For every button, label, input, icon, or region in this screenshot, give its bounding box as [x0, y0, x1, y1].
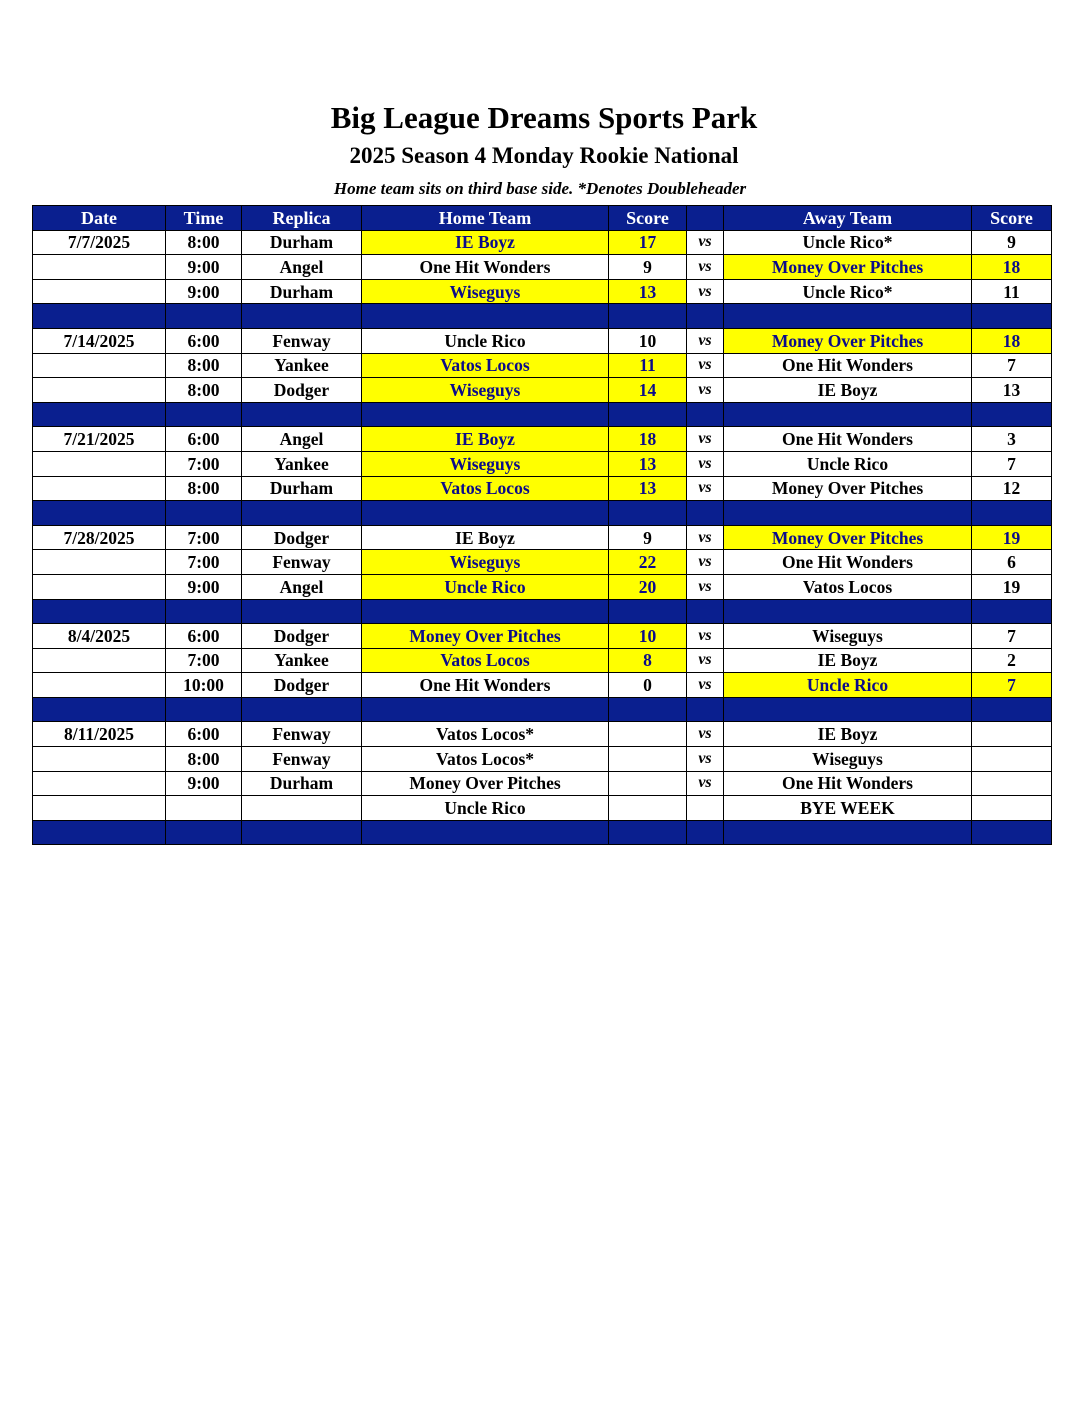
- home-team-cell: Money Over Pitches: [362, 771, 609, 796]
- date-cell: [33, 747, 166, 772]
- separator-cell: [724, 820, 972, 845]
- home-score-cell: 13: [609, 279, 687, 304]
- time-cell: 8:00: [166, 747, 242, 772]
- game-row: [33, 796, 1052, 821]
- away-score-cell: 6: [972, 550, 1052, 575]
- vs-cell: vs: [687, 255, 724, 280]
- away-score-cell: 7: [972, 673, 1052, 698]
- away-score-cell: 18: [972, 255, 1052, 280]
- separator-cell: [33, 304, 166, 329]
- col-header-vs: [687, 206, 724, 231]
- date-cell: 7/21/2025: [33, 427, 166, 452]
- home-score-cell: 8: [609, 648, 687, 673]
- time-cell: 6:00: [166, 624, 242, 649]
- home-score-cell: 9: [609, 255, 687, 280]
- separator-cell: [609, 402, 687, 427]
- vs-cell: vs: [687, 771, 724, 796]
- separator-cell: [242, 304, 362, 329]
- week-separator-row: [33, 501, 1052, 526]
- separator-cell: [242, 402, 362, 427]
- time-cell: 6:00: [166, 427, 242, 452]
- away-score-cell: 7: [972, 451, 1052, 476]
- col-header-home-score: Score: [609, 206, 687, 231]
- separator-cell: [687, 697, 724, 722]
- home-team-cell: Wiseguys: [362, 279, 609, 304]
- separator-cell: [166, 697, 242, 722]
- separator-cell: [609, 304, 687, 329]
- col-header-away-score: Score: [972, 206, 1052, 231]
- game-row: [33, 525, 1052, 550]
- away-team-cell: One Hit Wonders: [724, 771, 972, 796]
- vs-cell: vs: [687, 427, 724, 452]
- away-score-cell: 2: [972, 648, 1052, 673]
- vs-cell: vs: [687, 648, 724, 673]
- home-score-cell: [609, 722, 687, 747]
- separator-cell: [166, 402, 242, 427]
- page-title: Big League Dreams Sports Park: [330, 100, 758, 135]
- date-cell: 8/11/2025: [33, 722, 166, 747]
- schedule-note: Home team sits on third base side. *Denotes Doubleheader: [333, 179, 747, 198]
- away-score-cell: [972, 747, 1052, 772]
- replica-cell: Durham: [242, 476, 362, 501]
- vs-cell: vs: [687, 747, 724, 772]
- home-score-cell: [609, 771, 687, 796]
- away-team-cell: Uncle Rico*: [724, 230, 972, 255]
- away-score-cell: 18: [972, 328, 1052, 353]
- separator-cell: [609, 501, 687, 526]
- separator-cell: [972, 402, 1052, 427]
- replica-cell: Durham: [242, 771, 362, 796]
- col-header-away-team: Away Team: [724, 206, 972, 231]
- home-score-cell: 22: [609, 550, 687, 575]
- game-row: [33, 550, 1052, 575]
- separator-cell: [362, 501, 609, 526]
- replica-cell: Yankee: [242, 353, 362, 378]
- separator-cell: [362, 820, 609, 845]
- home-team-cell: IE Boyz: [362, 230, 609, 255]
- home-score-cell: 13: [609, 451, 687, 476]
- separator-cell: [724, 402, 972, 427]
- separator-cell: [166, 501, 242, 526]
- home-team-cell: Wiseguys: [362, 378, 609, 403]
- separator-cell: [362, 697, 609, 722]
- col-header-date: Date: [33, 206, 166, 231]
- separator-cell: [362, 599, 609, 624]
- away-score-cell: 13: [972, 378, 1052, 403]
- time-cell: 9:00: [166, 771, 242, 796]
- time-cell: [166, 796, 242, 821]
- away-score-cell: [972, 771, 1052, 796]
- time-cell: 8:00: [166, 476, 242, 501]
- replica-cell: Dodger: [242, 378, 362, 403]
- away-score-cell: [972, 796, 1052, 821]
- date-cell: [33, 476, 166, 501]
- date-cell: [33, 648, 166, 673]
- time-cell: 7:00: [166, 525, 242, 550]
- replica-cell: Angel: [242, 255, 362, 280]
- replica-cell: Dodger: [242, 624, 362, 649]
- separator-cell: [687, 402, 724, 427]
- schedule-table: [32, 205, 1052, 845]
- date-cell: [33, 550, 166, 575]
- separator-cell: [166, 599, 242, 624]
- separator-cell: [33, 599, 166, 624]
- away-team-cell: Money Over Pitches: [724, 525, 972, 550]
- date-cell: [33, 378, 166, 403]
- vs-cell: vs: [687, 328, 724, 353]
- replica-cell: Fenway: [242, 722, 362, 747]
- home-score-cell: 13: [609, 476, 687, 501]
- date-cell: 8/4/2025: [33, 624, 166, 649]
- vs-cell: vs: [687, 378, 724, 403]
- home-score-cell: 18: [609, 427, 687, 452]
- separator-cell: [242, 599, 362, 624]
- time-cell: 6:00: [166, 722, 242, 747]
- game-row: [33, 328, 1052, 353]
- game-row: [33, 378, 1052, 403]
- away-team-cell: Wiseguys: [724, 747, 972, 772]
- week-separator-row: [33, 304, 1052, 329]
- date-cell: [33, 771, 166, 796]
- game-row: [33, 771, 1052, 796]
- away-team-cell: One Hit Wonders: [724, 353, 972, 378]
- separator-cell: [724, 697, 972, 722]
- home-team-cell: One Hit Wonders: [362, 255, 609, 280]
- separator-cell: [242, 501, 362, 526]
- home-team-cell: Vatos Locos*: [362, 722, 609, 747]
- game-row: [33, 279, 1052, 304]
- vs-cell: vs: [687, 722, 724, 747]
- separator-cell: [972, 304, 1052, 329]
- vs-cell: [687, 796, 724, 821]
- replica-cell: Dodger: [242, 673, 362, 698]
- date-cell: [33, 353, 166, 378]
- separator-cell: [242, 697, 362, 722]
- game-row: [33, 624, 1052, 649]
- replica-cell: Fenway: [242, 550, 362, 575]
- game-row: [33, 230, 1052, 255]
- time-cell: 9:00: [166, 279, 242, 304]
- week-separator-row: [33, 599, 1052, 624]
- away-team-cell: IE Boyz: [724, 722, 972, 747]
- away-score-cell: 9: [972, 230, 1052, 255]
- away-team-cell: Money Over Pitches: [724, 328, 972, 353]
- home-score-cell: [609, 747, 687, 772]
- away-score-cell: 11: [972, 279, 1052, 304]
- time-cell: 9:00: [166, 255, 242, 280]
- away-team-cell: One Hit Wonders: [724, 427, 972, 452]
- vs-cell: vs: [687, 673, 724, 698]
- away-score-cell: 3: [972, 427, 1052, 452]
- separator-cell: [972, 599, 1052, 624]
- time-cell: 10:00: [166, 673, 242, 698]
- away-team-cell: BYE WEEK: [724, 796, 972, 821]
- away-score-cell: [972, 722, 1052, 747]
- date-cell: 7/28/2025: [33, 525, 166, 550]
- game-row: [33, 673, 1052, 698]
- separator-cell: [166, 304, 242, 329]
- home-team-cell: Wiseguys: [362, 451, 609, 476]
- date-cell: [33, 673, 166, 698]
- game-row: [33, 747, 1052, 772]
- home-team-cell: Wiseguys: [362, 550, 609, 575]
- home-team-cell: IE Boyz: [362, 525, 609, 550]
- away-score-cell: 7: [972, 353, 1052, 378]
- replica-cell: Fenway: [242, 747, 362, 772]
- separator-cell: [166, 820, 242, 845]
- home-team-cell: Uncle Rico: [362, 574, 609, 599]
- away-team-cell: IE Boyz: [724, 378, 972, 403]
- away-score-cell: 7: [972, 624, 1052, 649]
- home-score-cell: [609, 796, 687, 821]
- col-header-home-team: Home Team: [362, 206, 609, 231]
- home-score-cell: 20: [609, 574, 687, 599]
- schedule-body: [33, 230, 1052, 845]
- separator-cell: [972, 820, 1052, 845]
- vs-cell: vs: [687, 525, 724, 550]
- game-row: [33, 476, 1052, 501]
- home-score-cell: 11: [609, 353, 687, 378]
- replica-cell: Fenway: [242, 328, 362, 353]
- separator-cell: [687, 304, 724, 329]
- vs-cell: vs: [687, 353, 724, 378]
- replica-cell: Angel: [242, 574, 362, 599]
- separator-cell: [33, 402, 166, 427]
- home-team-cell: Money Over Pitches: [362, 624, 609, 649]
- separator-cell: [687, 820, 724, 845]
- vs-cell: vs: [687, 451, 724, 476]
- separator-cell: [362, 304, 609, 329]
- replica-cell: Yankee: [242, 648, 362, 673]
- col-header-replica: Replica: [242, 206, 362, 231]
- vs-cell: vs: [687, 574, 724, 599]
- separator-cell: [972, 501, 1052, 526]
- col-header-time: Time: [166, 206, 242, 231]
- game-row: [33, 353, 1052, 378]
- date-cell: [33, 796, 166, 821]
- separator-cell: [609, 697, 687, 722]
- game-row: [33, 255, 1052, 280]
- separator-cell: [362, 402, 609, 427]
- home-team-cell: Vatos Locos: [362, 476, 609, 501]
- game-row: [33, 427, 1052, 452]
- date-cell: 7/7/2025: [33, 230, 166, 255]
- home-team-cell: One Hit Wonders: [362, 673, 609, 698]
- separator-cell: [242, 820, 362, 845]
- replica-cell: Yankee: [242, 451, 362, 476]
- vs-cell: vs: [687, 624, 724, 649]
- date-cell: [33, 279, 166, 304]
- home-score-cell: 17: [609, 230, 687, 255]
- away-team-cell: Uncle Rico*: [724, 279, 972, 304]
- time-cell: 8:00: [166, 353, 242, 378]
- away-team-cell: Money Over Pitches: [724, 476, 972, 501]
- separator-cell: [33, 820, 166, 845]
- replica-cell: Dodger: [242, 525, 362, 550]
- separator-cell: [972, 697, 1052, 722]
- home-score-cell: 10: [609, 328, 687, 353]
- time-cell: 9:00: [166, 574, 242, 599]
- separator-cell: [33, 697, 166, 722]
- separator-cell: [724, 304, 972, 329]
- vs-cell: vs: [687, 279, 724, 304]
- separator-cell: [687, 599, 724, 624]
- home-score-cell: 0: [609, 673, 687, 698]
- home-score-cell: 9: [609, 525, 687, 550]
- away-team-cell: One Hit Wonders: [724, 550, 972, 575]
- time-cell: 8:00: [166, 230, 242, 255]
- vs-cell: vs: [687, 550, 724, 575]
- home-team-cell: Vatos Locos: [362, 353, 609, 378]
- game-row: [33, 574, 1052, 599]
- home-score-cell: 14: [609, 378, 687, 403]
- page-subtitle: 2025 Season 4 Monday Rookie National: [349, 143, 739, 168]
- time-cell: 8:00: [166, 378, 242, 403]
- replica-cell: Durham: [242, 279, 362, 304]
- home-team-cell: IE Boyz: [362, 427, 609, 452]
- home-score-cell: 10: [609, 624, 687, 649]
- away-team-cell: Wiseguys: [724, 624, 972, 649]
- date-cell: [33, 255, 166, 280]
- separator-cell: [687, 501, 724, 526]
- home-team-cell: Vatos Locos*: [362, 747, 609, 772]
- replica-cell: Angel: [242, 427, 362, 452]
- separator-cell: [724, 599, 972, 624]
- away-team-cell: Money Over Pitches: [724, 255, 972, 280]
- away-team-cell: Uncle Rico: [724, 451, 972, 476]
- week-separator-row: [33, 820, 1052, 845]
- game-row: [33, 722, 1052, 747]
- home-team-cell: Uncle Rico: [362, 328, 609, 353]
- game-row: [33, 451, 1052, 476]
- vs-cell: vs: [687, 476, 724, 501]
- game-row: [33, 648, 1052, 673]
- separator-cell: [724, 501, 972, 526]
- away-score-cell: 12: [972, 476, 1052, 501]
- home-team-cell: Uncle Rico: [362, 796, 609, 821]
- separator-cell: [609, 820, 687, 845]
- time-cell: 7:00: [166, 550, 242, 575]
- time-cell: 7:00: [166, 648, 242, 673]
- away-score-cell: 19: [972, 574, 1052, 599]
- time-cell: 7:00: [166, 451, 242, 476]
- week-separator-row: [33, 402, 1052, 427]
- date-cell: [33, 574, 166, 599]
- away-score-cell: 19: [972, 525, 1052, 550]
- away-team-cell: IE Boyz: [724, 648, 972, 673]
- time-cell: 6:00: [166, 328, 242, 353]
- away-team-cell: Uncle Rico: [724, 673, 972, 698]
- replica-cell: [242, 796, 362, 821]
- date-cell: [33, 451, 166, 476]
- header-row: [33, 206, 1052, 231]
- vs-cell: vs: [687, 230, 724, 255]
- home-team-cell: Vatos Locos: [362, 648, 609, 673]
- replica-cell: Durham: [242, 230, 362, 255]
- date-cell: 7/14/2025: [33, 328, 166, 353]
- separator-cell: [609, 599, 687, 624]
- week-separator-row: [33, 697, 1052, 722]
- separator-cell: [33, 501, 166, 526]
- away-team-cell: Vatos Locos: [724, 574, 972, 599]
